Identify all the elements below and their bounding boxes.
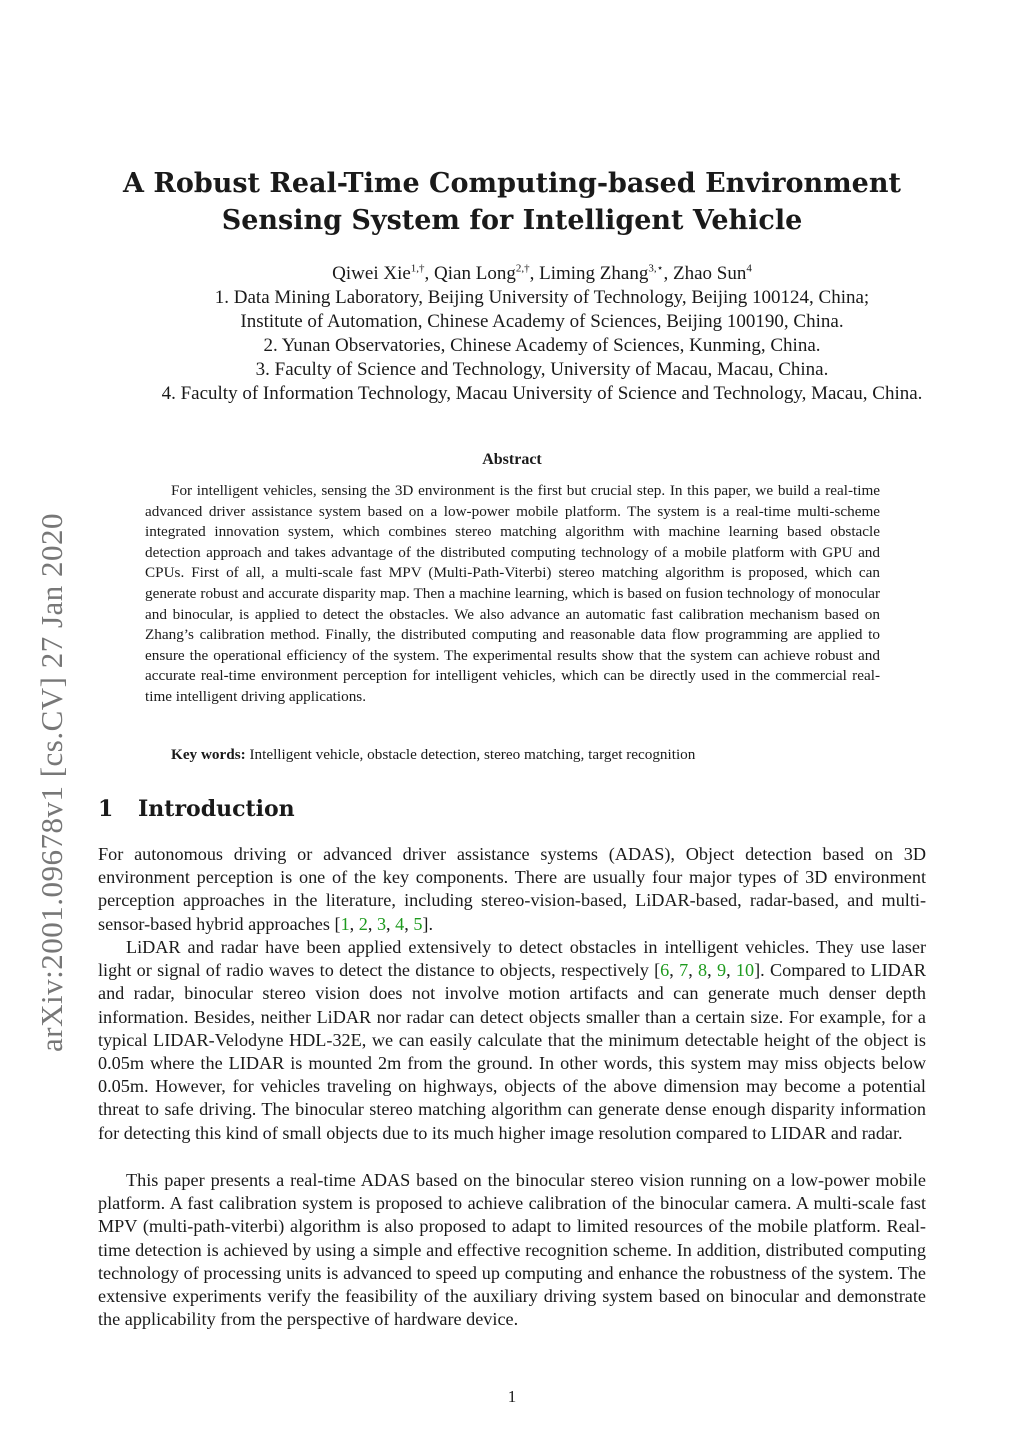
citation-link[interactable]: 4 bbox=[395, 913, 405, 934]
citation-link[interactable]: 7 bbox=[679, 960, 689, 981]
author-separator: , bbox=[663, 263, 673, 284]
author-name: Qian Long bbox=[434, 263, 516, 284]
abstract-heading: Abstract bbox=[482, 451, 542, 468]
citation-link[interactable]: 8 bbox=[698, 960, 708, 981]
keywords bbox=[171, 745, 891, 765]
citation-separator: , bbox=[349, 913, 359, 934]
citation-separator: , bbox=[707, 960, 717, 981]
paragraph-text: ]. bbox=[422, 913, 434, 934]
citation-link[interactable]: 1 bbox=[340, 913, 350, 934]
citation-separator: , bbox=[386, 913, 396, 934]
author-affiliation-mark: 1,† bbox=[410, 262, 425, 275]
arxiv-stamp: arXiv:2001.09678v1 [cs.CV] 27 Jan 2020 bbox=[34, 512, 69, 1052]
citation-separator: , bbox=[726, 960, 736, 981]
section-number: 1 bbox=[98, 796, 114, 822]
citation-link[interactable]: 6 bbox=[660, 960, 670, 981]
intro-paragraph-3: This paper presents a real-time ADAS based on the binocular stereo vision running on a low-power mobile platform. A fast calibration system is proposed to achieve calibration of the binocular camera. A multi-scale fast MPV (multi-path-viterbi) algorithm is also proposed to adapt to limited resources of the mobile platform. Real-time detection is achieved by using a simple and effective recognition scheme. In addition, distributed computing technology of processing units is advanced to speed up computing and enhance the robustness of the system. The extensive experiments verify the feasibility of the auxiliary driving system based on binocular and demonstrate the applicability from the perspective of hardware device. bbox=[98, 1170, 926, 1330]
citation-separator: , bbox=[404, 913, 414, 934]
author-affiliation-mark: 4 bbox=[746, 262, 752, 275]
paragraph-text: ]. Compared to LIDAR and radar, binocular stereo vision does not involve motion artifacts and can generate much denser depth information. Besides, neither LiDAR nor radar can detect objects smaller than a certain size. For example, for a typical LIDAR-Velodyne HDL-32E, we can easily calculate that the minimum detectable height of the object is 0.05m where the LIDAR is mounted 2m from the ground. In other words, this system may miss objects below 0.05m. However, for vehicles traveling on highways, objects of the above dimension may become a potential threat to safe driving. The binocular stereo matching algorithm can generate dense enough disparity information for detecting this kind of small objects due to its much higher image resolution compared to LIDAR and radar. bbox=[98, 960, 927, 1143]
author-name: Zhao Sun bbox=[672, 263, 747, 284]
author-separator: , bbox=[529, 263, 540, 284]
keywords-text: Intelligent vehicle, obstacle detection, stereo matching, target recognition bbox=[245, 746, 696, 763]
citation-link[interactable]: 2 bbox=[358, 913, 368, 934]
title-line-2: Sensing System for Intelligent Vehicle bbox=[221, 205, 803, 236]
citation-link[interactable]: 5 bbox=[413, 913, 423, 934]
paper-title bbox=[100, 165, 924, 239]
abstract-text: For intelligent vehicles, sensing the 3D environment is the first but crucial step. In this paper, we build a real-time advanced driver assistance system based on a low-power mobile platform. The system is a real-time multi-scheme integrated innovation system, which combines stereo matching algorithm with machine learning based obstacle detection approach and takes advantage of the distributed computing technology of a mobile platform with GPU and CPUs. First of all, a multi-scale fast MPV (Multi-Path-Viterbi) stereo matching algorithm is proposed, which can generate robust and accurate disparity map. Then a machine learning, which is based on fusion technology of monocular and binocular, is applied to detect the obstacles. We also advance an automatic fast calibration mechanism based on Zhang’s calibration method. Finally, the distributed computing and reasonable data flow programming are applied to ensure the operational efficiency of the system. The experimental results show that the system can achieve robust and accurate real-time environment perception for intelligent vehicles, which can be directly used in the commercial real-time intelligent driving applications. bbox=[145, 482, 880, 705]
affiliation-line: 4. Faculty of Information Technology, Macau University of Science and Technology, Macau, China. bbox=[161, 383, 923, 404]
paragraph-text: LiDAR and radar have been applied extensively to detect obstacles in intelligent vehicles. They use laser light or signal of radio waves to detect the distance to objects, respectively [ bbox=[98, 937, 926, 981]
citation-separator: , bbox=[367, 913, 377, 934]
citation-separator: , bbox=[669, 960, 680, 981]
keywords-label: Key words: bbox=[171, 746, 246, 763]
author-separator: , bbox=[424, 263, 435, 284]
intro-paragraph-1 bbox=[98, 843, 926, 936]
affiliation-line: 1. Data Mining Laboratory, Beijing University of Technology, Beijing 100124, China; bbox=[214, 287, 870, 308]
intro-paragraph-2 bbox=[98, 936, 926, 1145]
author-name: Liming Zhang bbox=[539, 263, 649, 284]
author-names bbox=[60, 262, 1024, 286]
affiliation-line: 3. Faculty of Science and Technology, University of Macau, Macau, China. bbox=[255, 359, 829, 380]
citation-link[interactable]: 9 bbox=[716, 960, 727, 981]
paragraph-text: For autonomous driving or advanced driver assistance systems (ADAS), Object detection based on 3D environment perception is one of the key components. There are usually four major types of 3D environment perception approaches in the literature, including stereo-vision-based, LiDAR-based, radar-based, and multi-sensor-based hybrid approaches [ bbox=[98, 844, 926, 934]
author-affiliation-mark: 3,⋆ bbox=[648, 262, 664, 275]
affiliation-line: 2. Yunan Observatories, Chinese Academy of Sciences, Kunming, China. bbox=[263, 335, 821, 356]
author-affiliation-mark: 2,† bbox=[515, 262, 530, 275]
section-title: Introduction bbox=[138, 796, 295, 822]
author-name: Qiwei Xie bbox=[332, 263, 411, 284]
page-number: 1 bbox=[507, 1387, 517, 1406]
section-heading bbox=[98, 796, 295, 822]
author-block bbox=[60, 262, 1024, 406]
affiliation-line: Institute of Automation, Chinese Academy of Sciences, Beijing 100190, China. bbox=[240, 311, 844, 332]
title-line-1: A Robust Real-Time Computing-based Environment bbox=[123, 168, 901, 199]
citation-link[interactable]: 10 bbox=[735, 960, 755, 981]
citation-link[interactable]: 3 bbox=[376, 913, 387, 934]
citation-separator: , bbox=[688, 960, 699, 981]
